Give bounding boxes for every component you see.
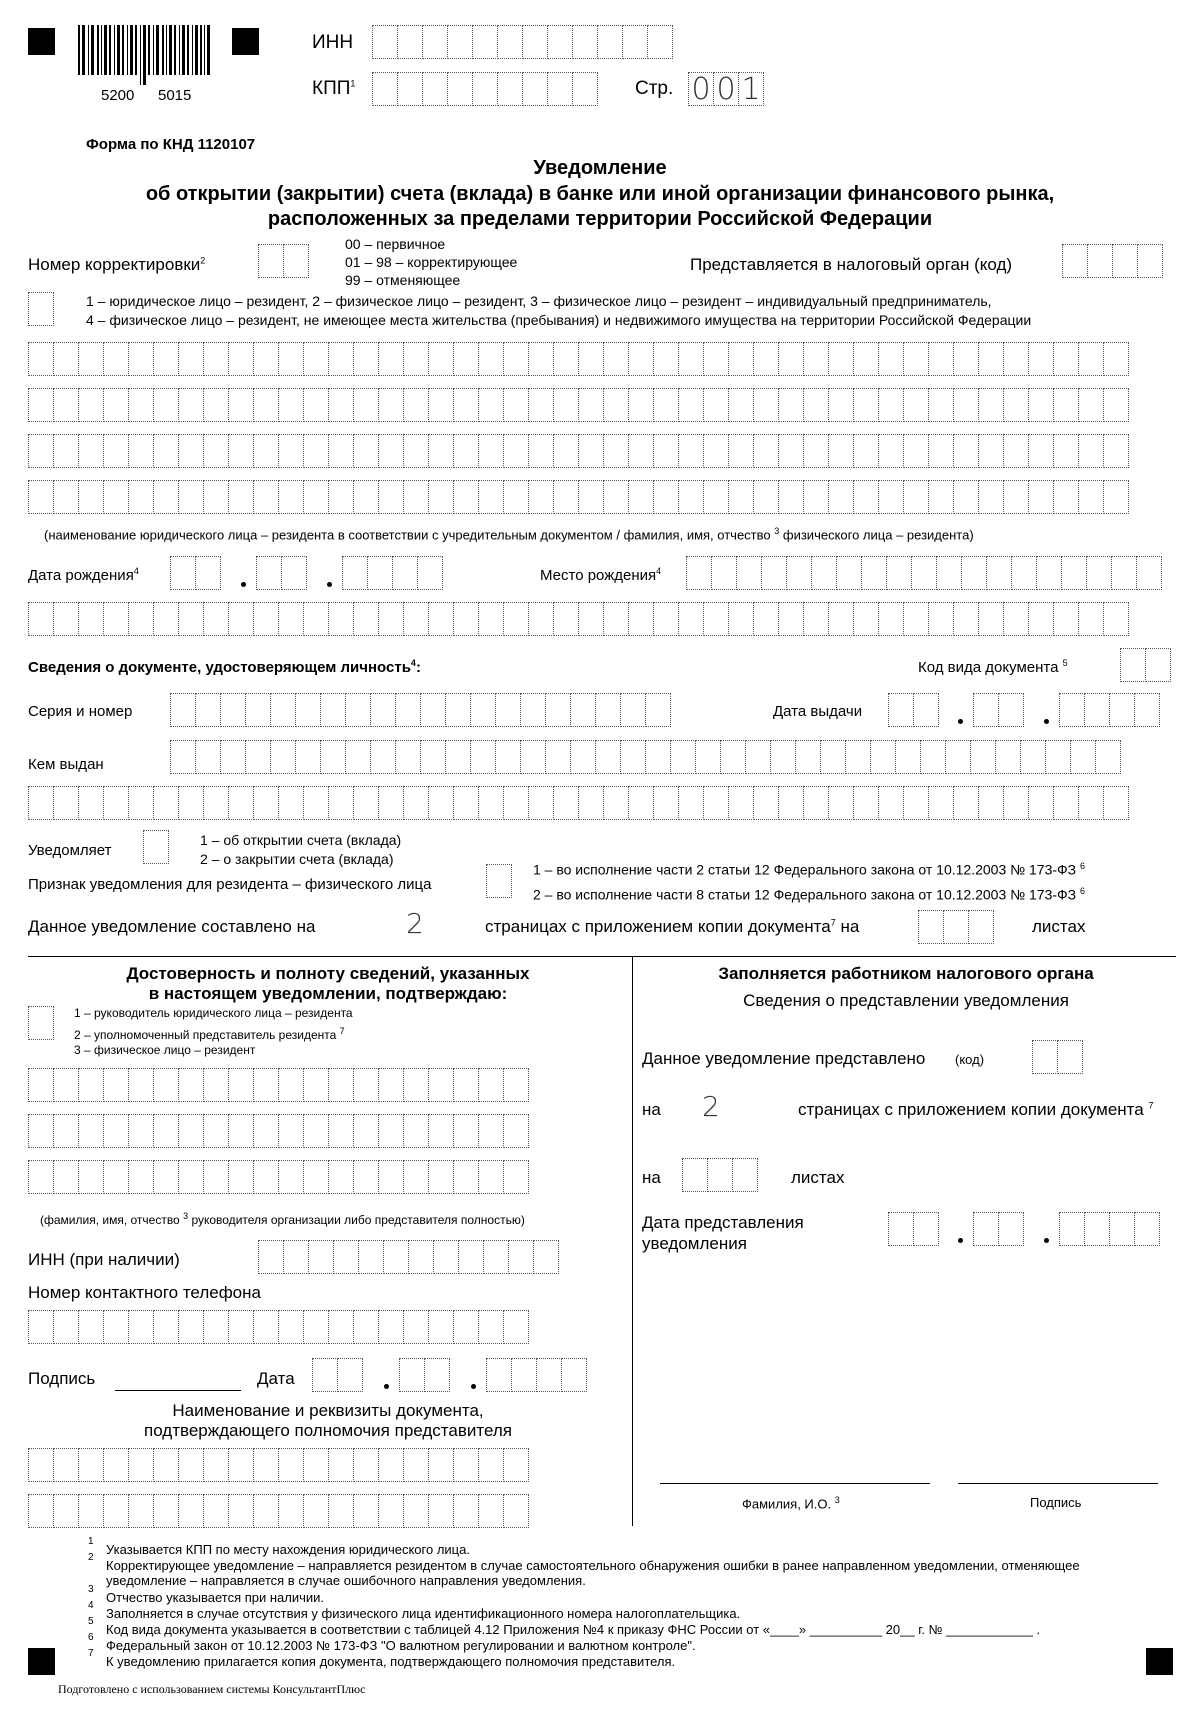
presented-pages-count: 2: [702, 1090, 720, 1123]
presented-code-field[interactable]: [1032, 1040, 1082, 1074]
inn-field[interactable]: [372, 25, 672, 59]
footnote-number: 2: [88, 1552, 94, 1563]
footnote-number: 3: [88, 1584, 94, 1595]
sign-day-field[interactable]: [312, 1358, 362, 1392]
pages-count: 2: [406, 907, 424, 940]
sheets-label: листах: [1032, 917, 1086, 936]
footnote-number: 1: [88, 1536, 94, 1547]
presented-code-label: (код): [955, 1052, 985, 1067]
signature-label: Подпись: [28, 1369, 96, 1388]
correction-option-cancel: 99 – отменяющее: [345, 272, 461, 288]
correction-option-primary: 00 – первичное: [345, 236, 446, 252]
footnote-4: Заполняется в случае отсутствия у физического лица идентификационного номера налогоплательщика.: [106, 1606, 741, 1621]
doc-code-label: Код вида документа $^5$: [918, 658, 1068, 676]
phone-label: Номер контактного телефона: [28, 1283, 261, 1302]
birth-year-field[interactable]: [342, 556, 442, 590]
fio-caption: (фамилия, имя, отчество $^3$ руководителя организации либо представителя полностью): [40, 1211, 525, 1227]
footnote-5: Код вида документа указывается в соответствии с таблицей 4.12 Приложения №4 к приказу ФНС России от «____» __________ 20__ г. № ____________ .: [106, 1622, 1041, 1637]
officer-fio-line[interactable]: [660, 1483, 930, 1484]
kpp-label: КПП$^1$: [312, 78, 356, 99]
presented-date-separator-dot: [958, 1238, 963, 1243]
presented-sheets-field[interactable]: [682, 1158, 757, 1192]
inn-label: ИНН: [312, 32, 354, 53]
corner-marker-top-right: [232, 28, 259, 55]
birth-date-separator-dot: [241, 582, 246, 587]
form-title-line3: расположенных за пределами территории Российской Федерации: [267, 208, 933, 230]
presented-month-field[interactable]: [973, 1212, 1023, 1246]
signer-option-representative: 2 – уполномоченный представитель резидента $^7$: [74, 1026, 345, 1042]
footnote-1: Указывается КПП по месту нахождения юридического лица.: [106, 1542, 470, 1557]
pages-label: Данное уведомление составлено на: [28, 917, 316, 936]
form-title-line2: об открытии (закрытии) счета (вклада) в банке или иной организации финансового рынка,: [145, 183, 1055, 205]
form-knd: Форма по КНД 1120107: [86, 136, 256, 153]
resident-option-part8: 2 – во исполнение части 8 статьи 12 Федерального закона от 10.12.2003 № 173-ФЗ $^6$: [533, 886, 1086, 903]
signature-line[interactable]: [115, 1390, 241, 1391]
footnote-number: 5: [88, 1616, 94, 1627]
barcode: [78, 25, 213, 85]
notify-label: Уведомляет: [28, 842, 112, 859]
tax-organ-label: Представляется в налоговый орган (код): [690, 255, 1013, 274]
sheets-count-field[interactable]: [918, 910, 993, 944]
birth-date-separator-dot: [327, 582, 332, 587]
issue-month-field[interactable]: [973, 693, 1023, 727]
issue-day-field[interactable]: [888, 693, 938, 727]
footnote-number: 4: [88, 1600, 94, 1611]
signer-option-head: 1 – руководитель юридического лица – резидента: [74, 1006, 353, 1020]
presented-sheets-label: листах: [791, 1168, 845, 1187]
tax-officer-subheading: Сведения о представлении уведомления: [743, 991, 1069, 1010]
footnote-2: Корректирующее уведомление – направляется резидентом в случае самостоятельного обнаружения ошибки в ранее направленном уведомлении, отменяющее уведомление – направляется в случае ошибочного направления уведомления.: [106, 1558, 1080, 1588]
person-type-line1: 1 – юридическое лицо – резидент, 2 – физическое лицо – резидент, 3 – физическое лицо – резидент – индивидуальный предприниматель,: [86, 293, 992, 309]
id-doc-heading: Сведения о документе, удостоверяющем личность$^4$:: [28, 658, 421, 676]
person-type-line2: 4 – физическое лицо – резидент, не имеющее места жительства (пребывания) и недвижимого имущества на территории Российской Федерации: [86, 312, 1032, 328]
presented-date-label-line2: уведомления: [642, 1234, 747, 1253]
correction-option-corrective: 01 – 98 – корректирующее: [345, 254, 518, 270]
resident-option-part2: 1 – во исполнение части 2 статьи 12 Федерального закона от 10.12.2003 № 173-ФЗ $^6$: [533, 861, 1086, 878]
notify-type-field[interactable]: [143, 830, 168, 864]
presented-date-separator-dot: [1044, 1238, 1049, 1243]
officer-signature-label: Подпись: [1030, 1495, 1082, 1510]
sign-date-label: Дата: [257, 1369, 295, 1388]
presented-day-field[interactable]: [888, 1212, 938, 1246]
presented-sheets-on: на: [642, 1168, 661, 1187]
section-divider: [28, 956, 1176, 957]
person-type-field[interactable]: [28, 292, 53, 326]
signer-inn-label: ИНН (при наличии): [28, 1250, 180, 1269]
footnote-number: 7: [88, 1648, 94, 1659]
name-caption: (наименование юридического лица – резидента в соответствии с учредительным документом / фамилия, имя, отчество $^3$ физического лица – резидента): [44, 526, 974, 543]
tax-officer-heading: Заполняется работником налогового органа: [718, 964, 1094, 983]
resident-sign-label: Признак уведомления для резидента – физического лица: [28, 876, 432, 893]
issue-date-separator-dot: [1044, 719, 1049, 724]
sign-date-separator-dot: [471, 1384, 476, 1389]
confirm-heading-line1: Достоверность и полноту сведений, указанных: [126, 964, 530, 983]
footnote-7: К уведомлению прилагается копия документа, подтверждающего полномочия представителя.: [106, 1654, 676, 1669]
authority-doc-heading-line2: подтверждающего полномочия представителя: [144, 1421, 512, 1440]
sign-month-field[interactable]: [399, 1358, 449, 1392]
page-label: Стр.: [635, 78, 674, 99]
sign-year-field[interactable]: [486, 1358, 586, 1392]
corner-marker-top-left: [28, 28, 55, 55]
corner-marker-bottom-left: [28, 1648, 55, 1675]
presented-year-field[interactable]: [1059, 1212, 1159, 1246]
confirm-heading-line2: в настоящем уведомлении, подтверждаю:: [148, 984, 508, 1003]
birth-place-label: Место рождения$^4$: [540, 566, 662, 584]
form-title-line1: Уведомление: [533, 157, 667, 179]
series-label: Серия и номер: [28, 703, 133, 720]
birth-date-label: Дата рождения$^4$: [28, 566, 139, 584]
footer-note: Подготовлено с использованием системы КонсультантПлюс: [58, 1682, 366, 1696]
signer-type-field[interactable]: [28, 1006, 53, 1040]
presented-date-label-line1: Дата представления: [642, 1213, 804, 1232]
barcode-number-right: 5015: [158, 87, 192, 104]
issue-date-label: Дата выдачи: [773, 703, 863, 720]
issue-date-separator-dot: [958, 719, 963, 724]
resident-sign-field[interactable]: [486, 864, 511, 898]
barcode-number-left: 5200: [101, 87, 135, 104]
correction-number-field[interactable]: [258, 244, 308, 278]
notify-option-close: 2 – о закрытии счета (вклада): [200, 851, 394, 867]
authority-doc-heading-line1: Наименование и реквизиты документа,: [172, 1401, 484, 1420]
footnote-6: Федеральный закон от 10.12.2003 № 173-ФЗ "О валютном регулировании и валютном контроле".: [106, 1638, 696, 1653]
issue-year-field[interactable]: [1059, 693, 1159, 727]
issued-by-label: Кем выдан: [28, 756, 104, 773]
officer-fio-label: Фамилия, И.О. $^3$: [742, 1495, 840, 1512]
officer-signature-line[interactable]: [958, 1483, 1158, 1484]
sign-date-separator-dot: [384, 1384, 389, 1389]
footnote-number: 6: [88, 1632, 94, 1643]
correction-label: Номер корректировки$^2$: [28, 255, 206, 274]
pages-copy-label: страницах с приложением копии документа$^7$ на: [485, 917, 860, 936]
corner-marker-bottom-right: [1146, 1648, 1173, 1675]
signer-option-individual: 3 – физическое лицо – резидент: [74, 1043, 256, 1057]
presented-on-label: на: [642, 1100, 661, 1119]
doc-code-field[interactable]: [1120, 648, 1170, 682]
birth-month-field[interactable]: [256, 556, 306, 590]
notify-option-open: 1 – об открытии счета (вклада): [200, 832, 402, 848]
presented-pages-label: страницах с приложением копии документа $^7$: [798, 1100, 1154, 1119]
kpp-field[interactable]: [372, 72, 597, 106]
tax-organ-code-field[interactable]: [1062, 244, 1162, 278]
presented-label: Данное уведомление представлено: [642, 1049, 926, 1068]
column-divider: [632, 956, 633, 1526]
page-number-field: 0 0 1: [688, 72, 763, 106]
birth-day-field[interactable]: [170, 556, 220, 590]
footnote-3: Отчество указывается при наличии.: [106, 1590, 325, 1605]
